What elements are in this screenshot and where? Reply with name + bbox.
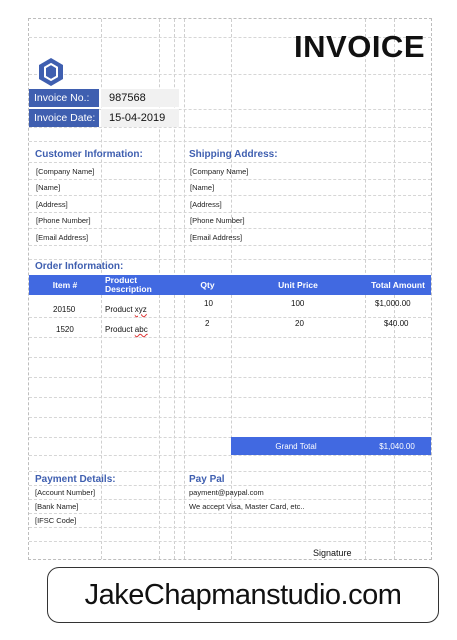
col-header-unit-price: Unit Price <box>278 279 318 290</box>
shipping-email[interactable]: [Email Address] <box>190 233 243 242</box>
shipping-phone[interactable]: [Phone Number] <box>190 216 245 225</box>
paypal-heading: Pay Pal <box>189 474 225 485</box>
grid-row-line <box>29 179 431 180</box>
signature-label: Signature <box>313 548 352 558</box>
grid-row-line <box>29 455 431 456</box>
col-header-total: Total Amount <box>371 279 425 290</box>
grid-row-line <box>29 317 431 318</box>
row-description[interactable] <box>105 305 147 314</box>
row-unit-price[interactable]: 20 <box>295 319 304 328</box>
grid-row-line <box>29 541 431 542</box>
brand-watermark: JakeChapmanstudio.com <box>47 567 439 623</box>
payment-account-number[interactable]: [Account Number] <box>35 488 96 497</box>
payment-details-heading: Payment Details: <box>35 474 116 485</box>
grid-row-line <box>29 513 431 514</box>
invoice-title: INVOICE <box>294 29 425 64</box>
customer-company[interactable]: [Company Name] <box>36 167 95 176</box>
description-text: Product <box>105 305 135 314</box>
row-item[interactable]: 1520 <box>56 325 74 334</box>
grid-row-line <box>29 162 431 163</box>
col-header-description: Product Description <box>105 275 152 294</box>
invoice-no-label: Invoice No.: <box>29 89 99 107</box>
invoice-date-label: Invoice Date: <box>29 109 99 127</box>
description-code: xyz <box>134 305 147 314</box>
hexagon-logo-icon <box>37 57 65 87</box>
row-qty[interactable]: 2 <box>205 319 210 328</box>
col-header-qty: Qty <box>200 279 215 290</box>
payment-bank-name[interactable]: [Bank Name] <box>35 502 79 511</box>
row-total[interactable]: $1,000.00 <box>375 299 411 308</box>
grid-row-line <box>29 485 431 486</box>
invoice-date-value[interactable]: 15-04-2019 <box>101 109 179 127</box>
order-table-header <box>29 275 431 295</box>
customer-name[interactable]: [Name] <box>36 183 61 192</box>
shipping-address[interactable]: [Address] <box>190 200 222 209</box>
col-header-item: Item # <box>52 279 78 290</box>
grand-total-bar <box>231 437 431 455</box>
grid-row-line <box>29 337 431 338</box>
grid-row-line <box>29 212 431 213</box>
row-qty[interactable]: 10 <box>204 299 213 308</box>
invoice-sheet <box>28 18 432 560</box>
shipping-address-heading: Shipping Address: <box>189 149 278 160</box>
order-info-heading: Order Information: <box>35 261 124 272</box>
grid-row-line <box>29 127 431 128</box>
grid-row-line <box>29 74 431 75</box>
grid-row-line <box>29 195 431 196</box>
row-total[interactable]: $40.00 <box>384 319 409 328</box>
customer-phone[interactable]: [Phone Number] <box>36 216 91 225</box>
grand-total-value[interactable]: $1,040.00 <box>379 441 415 451</box>
grid-row-line <box>29 397 431 398</box>
row-description[interactable] <box>105 325 148 334</box>
grid-row-line <box>29 499 431 500</box>
grid-row-line <box>29 228 431 229</box>
row-unit-price[interactable]: 100 <box>291 299 305 308</box>
shipping-name[interactable]: [Name] <box>190 183 215 192</box>
customer-email[interactable]: [Email Address] <box>36 233 89 242</box>
grid-row-line <box>29 141 431 142</box>
paypal-cards-note: We accept Visa, Master Card, etc.. <box>189 502 305 511</box>
description-code: abc <box>134 325 148 334</box>
row-item[interactable]: 20150 <box>53 305 76 314</box>
customer-info-heading: Customer Information: <box>35 149 143 160</box>
grid-row-line <box>29 471 431 472</box>
shipping-company[interactable]: [Company Name] <box>190 167 249 176</box>
grid-row-line <box>29 245 431 246</box>
description-text: Product <box>105 325 135 334</box>
grid-row-line <box>29 417 431 418</box>
invoice-no-value[interactable]: 987568 <box>101 89 179 107</box>
grid-row-line <box>29 357 431 358</box>
grand-total-label: Grand Total <box>275 441 317 451</box>
grid-row-line <box>29 527 431 528</box>
payment-ifsc-code[interactable]: [IFSC Code] <box>35 516 77 525</box>
paypal-email[interactable]: payment@paypal.com <box>189 488 264 497</box>
grid-row-line <box>29 377 431 378</box>
customer-address[interactable]: [Address] <box>36 200 68 209</box>
grid-row-line <box>29 259 431 260</box>
